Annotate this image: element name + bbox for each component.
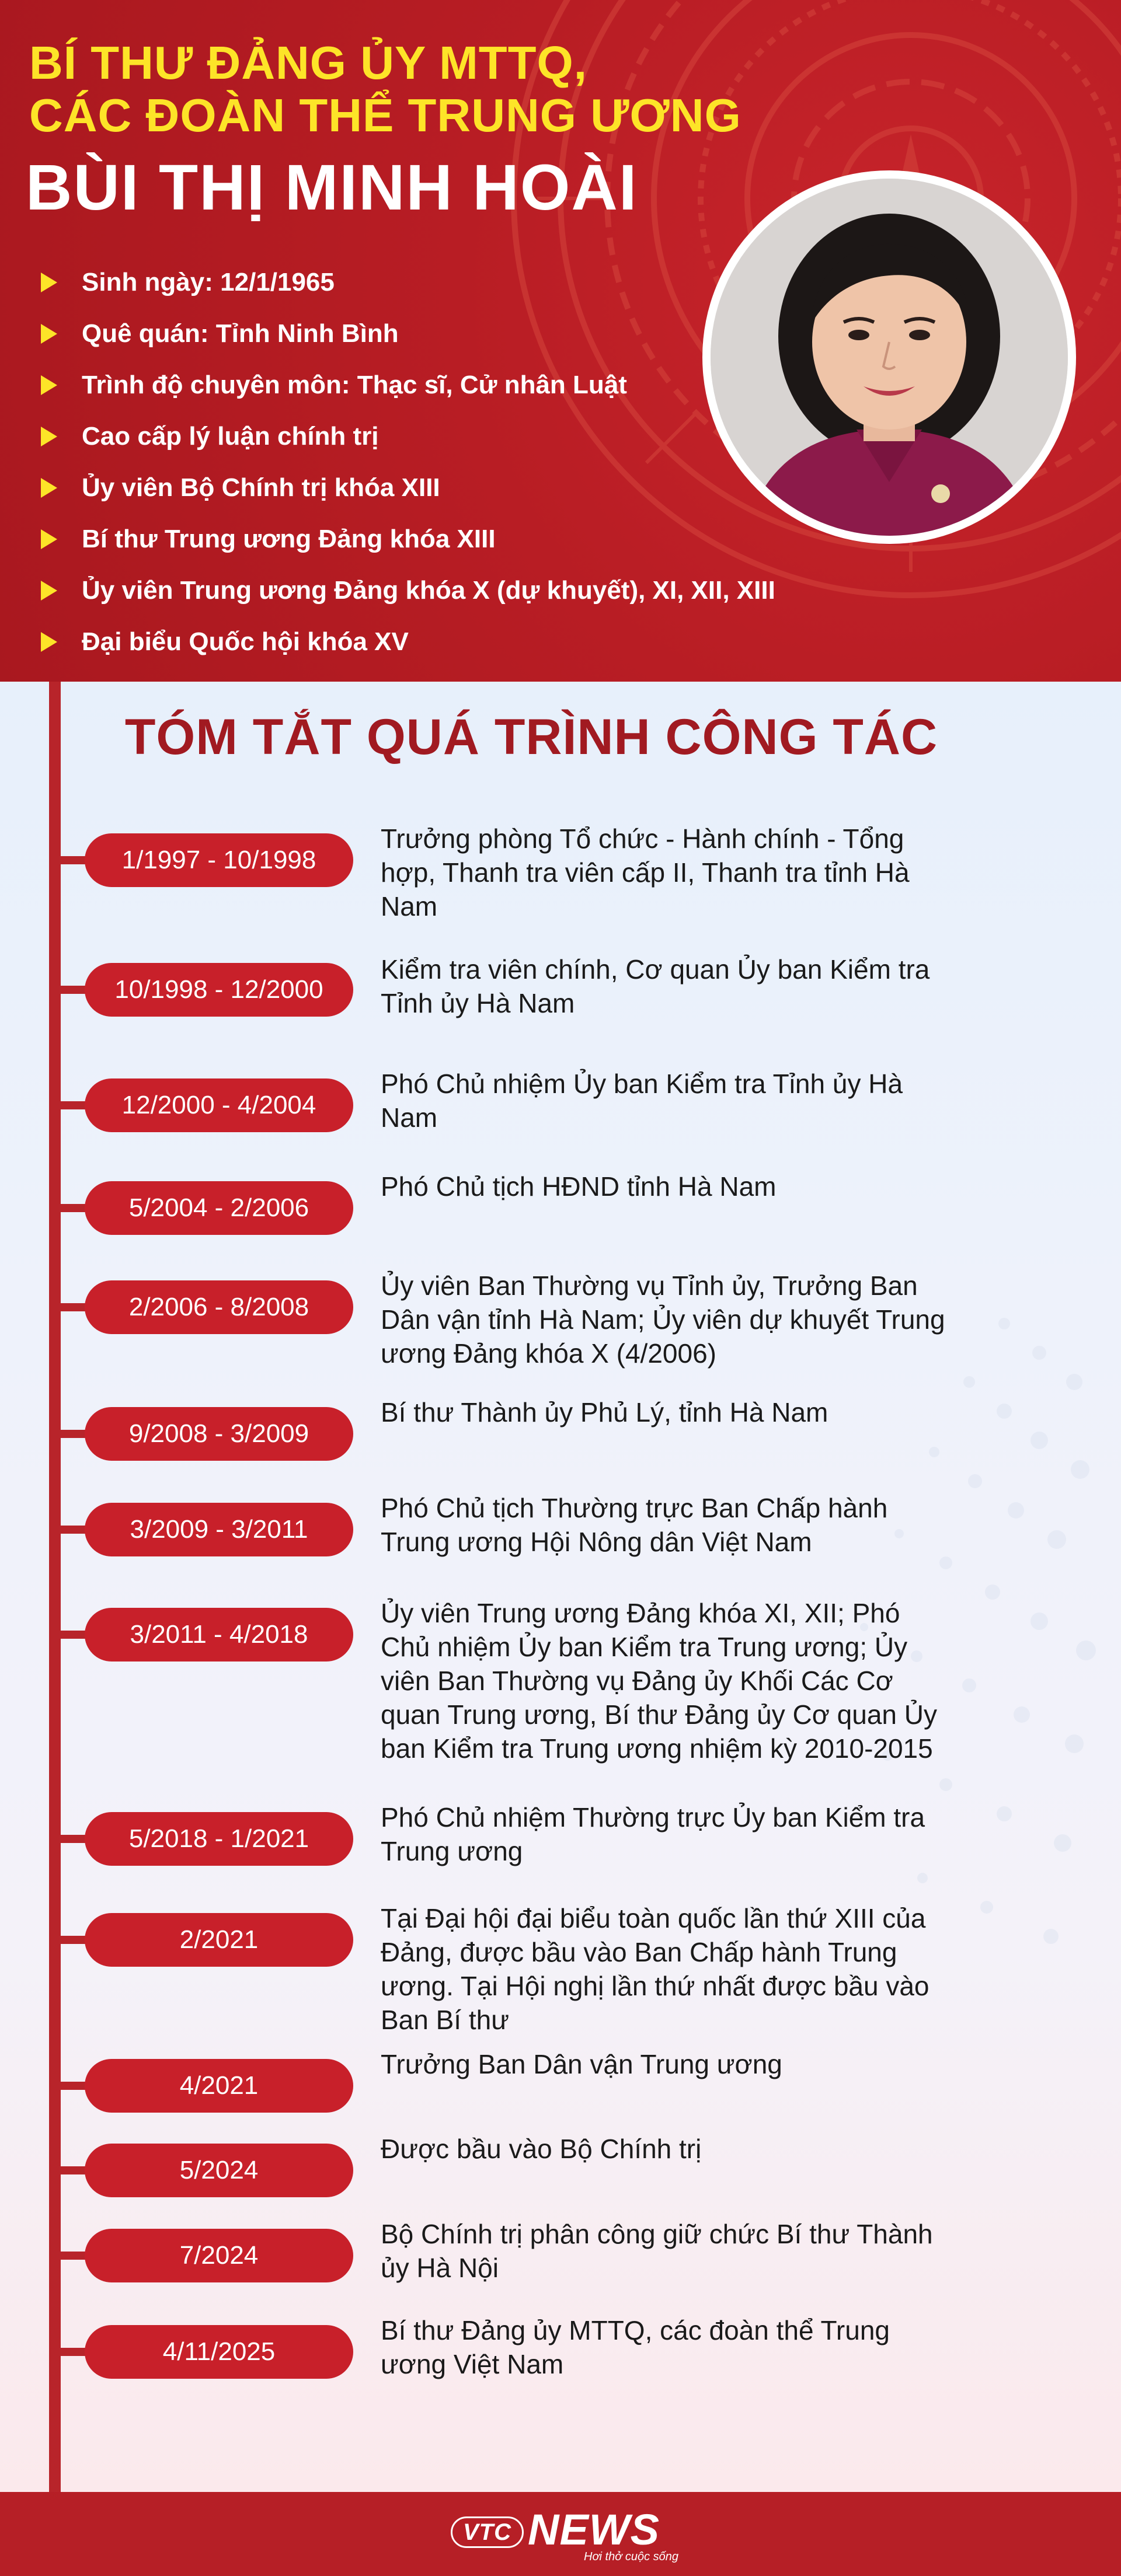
fact-text: Sinh ngày: 12/1/1965: [82, 268, 335, 296]
fact-text: Ủy viên Trung ương Đảng khóa X (dự khuyết), XI, XII, XIII: [82, 576, 775, 605]
role-description: [381, 1901, 1052, 2037]
role-description: [381, 2132, 1052, 2166]
role-description-line: Tại Đại hội đại biểu toàn quốc lần thứ XIII của: [381, 1903, 926, 1933]
role-description-line: Nam: [381, 1102, 438, 1133]
role-description-line: Bí thư Đảng ủy MTTQ, các đoàn thể Trung: [381, 2315, 890, 2345]
arrow-right-icon: [41, 632, 57, 652]
fact-item: [41, 565, 858, 616]
fact-item: [41, 514, 858, 565]
role-description: [381, 1269, 1052, 1370]
period-badge: 10/1998 - 12/2000: [85, 963, 353, 1017]
role-description: [381, 2047, 1052, 2081]
role-description-line: Ban Bí thư: [381, 2005, 510, 2035]
career-timeline-section: [0, 682, 1121, 2492]
arrow-right-icon: [41, 324, 57, 344]
role-description-line: Nam: [381, 891, 438, 922]
fact-text: Quê quán: Tỉnh Ninh Bình: [82, 319, 399, 348]
role-description-line: Chủ nhiệm Ủy ban Kiểm tra Trung ương; Ủy: [381, 1632, 908, 1662]
period-badge: 5/2004 - 2/2006: [85, 1181, 353, 1235]
role-description-line: Trưởng Ban Dân vận Trung ương: [381, 2049, 782, 2079]
role-description-line: hợp, Thanh tra viên cấp II, Thanh tra tỉnh Hà: [381, 857, 910, 888]
role-description-line: ban Kiểm tra Trung ương nhiệm kỳ 2010-2015: [381, 1733, 933, 1764]
portrait-photo: [711, 179, 1068, 536]
role-description-line: ương Đảng khóa X (4/2006): [381, 1338, 716, 1369]
period-badge: 9/2008 - 3/2009: [85, 1407, 353, 1461]
role-description: [381, 1395, 1052, 1429]
profile-header: [0, 0, 1121, 682]
role-description: [381, 1170, 1052, 1203]
arrow-right-icon: [41, 273, 57, 292]
person-name: BÙI THỊ MINH HOÀI: [26, 152, 638, 224]
period-badge: 12/2000 - 4/2004: [85, 1078, 353, 1132]
role-description-line: Tỉnh ủy Hà Nam: [381, 988, 575, 1018]
period-badge: 5/2024: [85, 2144, 353, 2197]
logo-tagline: Hơi thở cuộc sống: [584, 2550, 679, 2563]
period-badge: 7/2024: [85, 2229, 353, 2282]
role-description: [381, 1596, 1052, 1765]
role-description: [381, 1067, 1052, 1135]
role-description-line: Trung ương Hội Nông dân Việt Nam: [381, 1527, 812, 1557]
logo-news-text: NEWS: [528, 2505, 660, 2554]
role-description-line: ương. Tại Hội nghị lần thứ nhất được bầu vào: [381, 1971, 929, 2001]
fact-item: [41, 462, 858, 514]
footer-bar: [0, 2492, 1121, 2576]
arrow-right-icon: [41, 529, 57, 549]
timeline-vertical-line: [49, 682, 61, 2492]
role-description: [381, 822, 1052, 923]
role-description-line: Kiểm tra viên chính, Cơ quan Ủy ban Kiểm tra: [381, 954, 930, 985]
role-description-line: Phó Chủ nhiệm Ủy ban Kiểm tra Tỉnh ủy Hà: [381, 1069, 903, 1099]
role-description-line: Phó Chủ tịch Thường trực Ban Chấp hành: [381, 1493, 888, 1523]
arrow-right-icon: [41, 375, 57, 395]
fact-item: [41, 616, 858, 668]
role-description-line: Trung ương: [381, 1836, 523, 1866]
role-description-line: Bí thư Thành ủy Phủ Lý, tỉnh Hà Nam: [381, 1397, 828, 1427]
role-description-line: Dân vận tỉnh Hà Nam; Ủy viên dự khuyết Trung: [381, 1304, 945, 1335]
period-badge: 2/2021: [85, 1913, 353, 1967]
role-description-line: Được bầu vào Bộ Chính trị: [381, 2134, 702, 2164]
role-description: [381, 1491, 1052, 1559]
section-title: TÓM TẮT QUÁ TRÌNH CÔNG TÁC: [124, 709, 938, 765]
period-badge: 5/2018 - 1/2021: [85, 1812, 353, 1866]
title-line-2: CÁC ĐOÀN THỂ TRUNG ƯƠNG: [29, 89, 741, 141]
role-description-line: Bộ Chính trị phân công giữ chức Bí thư Thành: [381, 2219, 933, 2249]
period-badge: 4/2021: [85, 2059, 353, 2113]
role-description-line: viên Ban Thường vụ Đảng ủy Khối Các Cơ: [381, 1666, 893, 1696]
role-description-line: Trưởng phòng Tổ chức - Hành chính - Tổng: [381, 823, 904, 854]
arrow-right-icon: [41, 478, 57, 498]
role-description-line: Ủy viên Trung ương Đảng khóa XI, XII; Phó: [381, 1598, 900, 1628]
role-description-line: Phó Chủ nhiệm Thường trực Ủy ban Kiểm tra: [381, 1802, 925, 1832]
role-description-line: Phó Chủ tịch HĐND tỉnh Hà Nam: [381, 1171, 777, 1202]
period-badge: 3/2009 - 3/2011: [85, 1503, 353, 1556]
vtc-news-logo: [451, 2505, 684, 2563]
role-description-line: Ủy viên Ban Thường vụ Tỉnh ủy, Trưởng Ban: [381, 1270, 918, 1301]
fact-text: Bí thư Trung ương Đảng khóa XIII: [82, 525, 496, 553]
arrow-right-icon: [41, 427, 57, 446]
fact-text: Ủy viên Bộ Chính trị khóa XIII: [82, 473, 440, 502]
period-badge: 3/2011 - 4/2018: [85, 1608, 353, 1662]
role-description-line: Đảng, được bầu vào Ban Chấp hành Trung: [381, 1937, 897, 1967]
period-badge: 4/11/2025: [85, 2325, 353, 2379]
role-description-line: ương Việt Nam: [381, 2349, 564, 2379]
role-description-line: ủy Hà Nội: [381, 2253, 499, 2283]
fact-text: Trình độ chuyên môn: Thạc sĩ, Cử nhân Luật: [82, 371, 627, 399]
period-badge: 1/1997 - 10/1998: [85, 833, 353, 887]
fact-text: Đại biểu Quốc hội khóa XV: [82, 627, 409, 656]
role-description-line: quan Trung ương, Bí thư Đảng ủy Cơ quan Ủy: [381, 1699, 937, 1730]
role-description: [381, 2217, 1052, 2285]
role-description: [381, 952, 1052, 1020]
role-description: [381, 1800, 1052, 1868]
period-badge: 2/2006 - 8/2008: [85, 1280, 353, 1334]
fact-text: Cao cấp lý luận chính trị: [82, 422, 379, 451]
portrait-illustration: [711, 179, 1068, 536]
title-line-1: BÍ THƯ ĐẢNG ỦY MTTQ,: [29, 37, 587, 89]
role-description: [381, 2313, 1052, 2381]
logo-vtc-text: VTC: [451, 2516, 524, 2548]
arrow-right-icon: [41, 581, 57, 601]
